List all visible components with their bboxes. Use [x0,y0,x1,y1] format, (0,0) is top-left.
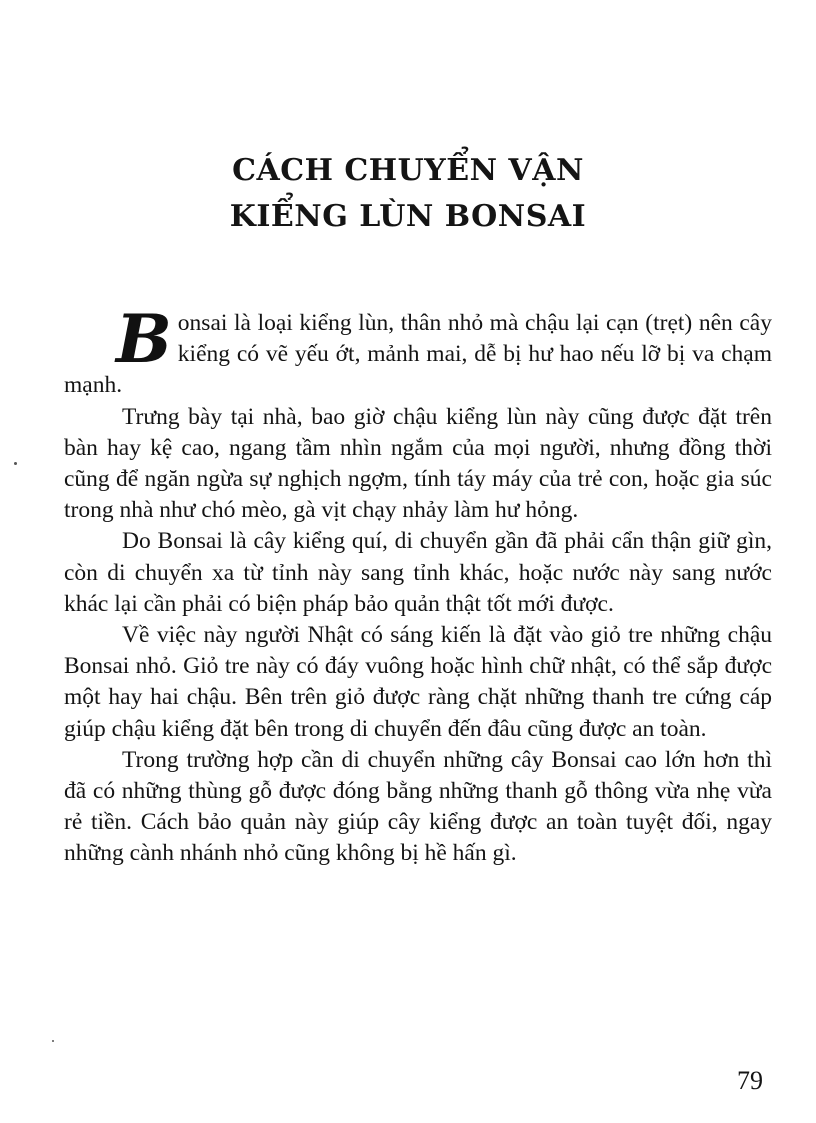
chapter-title [0,148,816,240]
paragraph-4: Về việc này người Nhật có sáng kiến là đặt vào giỏ tre những chậu Bonsai nhỏ. Giỏ tre này có đáy vuông hoặc hình chữ nhật, có thể sắp được một hay hai chậu. Bên trên giỏ được ràng chặt những thanh tre cứng cáp giúp chậu kiểng đặt bên trong di chuyển đến đâu cũng được an toàn. [64,622,772,742]
chapter-title-line-1: CÁCH CHUYỂN VẬN [232,153,584,188]
paragraph-3: Do Bonsai là cây kiểng quí, di chuyển gần đã phải cẩn thận giữ gìn, còn di chuyển xa từ tỉnh này sang tỉnh khác, hoặc nước này sang nước khác lại cần phải có biện pháp bảo quản thật tốt mới được. [64,528,772,617]
scan-speck [14,462,17,465]
body-text [64,300,772,870]
page-number: 79 [737,1066,763,1095]
scan-speck [52,1040,54,1042]
paragraph-2: Trưng bày tại nhà, bao giờ chậu kiểng lùn này cũng được đặt trên bàn hay kệ cao, ngang tầm nhìn ngắm của mọi người, nhưng đồng thời cũng để ngăn ngừa sự nghịch ngợm, tính táy máy của trẻ con, hoặc gia súc trong nhà như chó mèo, gà vịt chạy nhảy làm hư hỏng. [64,403,772,524]
paragraph-1-text: onsai là loại kiểng lùn, thân nhỏ mà chậu lại cạn (trẹt) nên cây kiểng có vẽ yếu ớt, mảnh mai, dễ bị hư hao nếu lỡ bị va chạm mạnh. [64,310,772,399]
chapter-title-line-2: KIỂNG LÙN BONSAI [229,199,587,234]
paragraph-5: Trong trường hợp cần di chuyển những cây Bonsai cao lớn hơn thì đã có những thùng gỗ được đóng bằng những thanh gỗ thông vừa nhẹ vừa rẻ tiền. Cách bảo quản này giúp cây kiểng được an toàn tuyệt đối, ngay những cành nhánh nhỏ cũng không bị hề hấn gì. [64,746,772,867]
paragraph-1 [64,300,772,402]
drop-cap: B [116,300,172,378]
